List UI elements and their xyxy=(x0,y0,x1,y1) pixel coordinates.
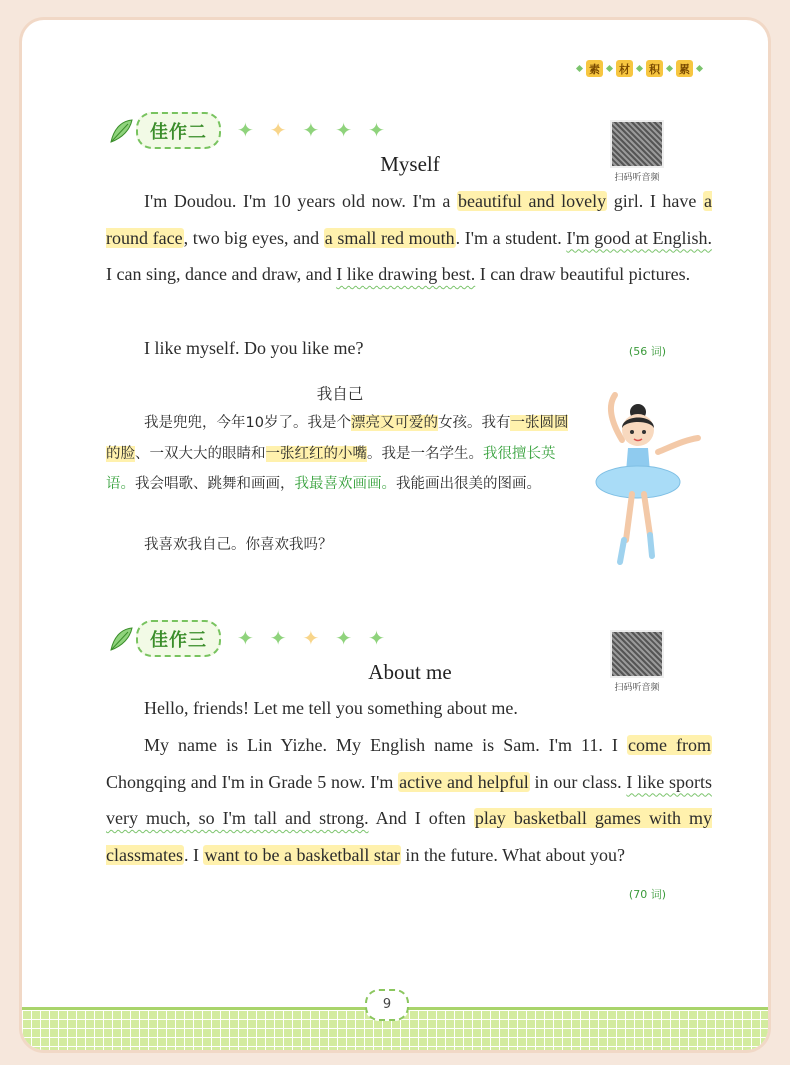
tag-char: 积 xyxy=(646,60,663,77)
essay-paragraph: Hello, friends! Let me tell you something about me. xyxy=(144,698,518,718)
section-badge: 佳作三 xyxy=(136,620,221,657)
sparkle-icon: ✦ xyxy=(368,627,385,650)
essay-paragraph: I like myself. Do you like me? xyxy=(144,338,364,358)
translation-paragraph: 我喜欢我自己。你喜欢我吗？ xyxy=(144,537,333,553)
leaf-icon xyxy=(108,626,134,652)
highlight-phrase: 漂亮又可爱的 xyxy=(350,415,438,431)
sparkle-icon: ✦ xyxy=(368,119,385,142)
sparkle-icon: ✦ xyxy=(335,119,353,142)
star-row xyxy=(237,629,385,649)
essay-paragraph: My name is Lin Yizhe. My English name is Sam. I'm 11. I come from Chongqing and I'm in Grade 5 now. I'm active and helpful in our class. I like sports very much, so I'm tall and strong. And I often play basketball games with my classmates. I want to be a basketball star in the future. What about you? xyxy=(106,735,713,865)
wavy-underline-sentence: I like sports very much, so I'm tall and strong. xyxy=(106,771,712,828)
sparkle-icon: ✦ xyxy=(237,627,254,650)
tag-char: 材 xyxy=(616,60,633,77)
highlight-phrase: 一张红红的小嘴 xyxy=(265,445,367,462)
sparkle-icon: ✦ xyxy=(237,119,254,142)
wavy-underline-sentence: I like drawing best. xyxy=(336,264,476,284)
qr-caption: 扫码听音频 xyxy=(614,173,660,183)
sparkle-icon: ✦ xyxy=(302,119,320,142)
section-tag xyxy=(577,60,702,77)
section-heading xyxy=(108,112,385,149)
highlight-phrase: want to be a basketball star xyxy=(204,844,400,865)
highlight-phrase: a small red mouth xyxy=(324,227,455,248)
sparkle-icon: ✦ xyxy=(269,627,287,650)
green-sentence: 我最喜欢画画。 xyxy=(294,476,396,492)
star-row xyxy=(237,121,385,141)
sparkle-icon: ✦ xyxy=(335,627,353,650)
green-sentence: 我很擅长英语。 xyxy=(106,445,556,492)
highlight-phrase: a round face xyxy=(106,191,713,248)
wavy-underline-sentence: I'm good at English. xyxy=(566,227,712,248)
word-count: (56 词) xyxy=(628,345,666,358)
essay-title: Myself xyxy=(380,152,440,176)
sparkle-icon: ✦ xyxy=(269,119,287,142)
diamond-icon xyxy=(636,65,643,72)
tag-char: 素 xyxy=(586,60,603,77)
translation-title: 我自己 xyxy=(316,385,364,403)
diamond-icon xyxy=(606,65,613,72)
translation-paragraph: 我是兜兜，今年10岁了。我是个漂亮又可爱的女孩。我有一张圆圆的脸、一双大大的眼睛和一张红红的小嘴。我是一名学生。我很擅长英语。我会唱歌、跳舞和画画，我最喜欢画画。我能画出很美的图画。 xyxy=(106,415,569,492)
section-badge: 佳作二 xyxy=(136,112,221,149)
highlight-phrase: beautiful and lovely xyxy=(457,191,607,211)
page-number: 9 xyxy=(365,989,409,1021)
essay-paragraph: I'm Doudou. I'm 10 years old now. I'm a beautiful and lovely girl. I have a round face, two big eyes, and a small red mouth. I'm a student. I'm good at English. I can sing, dance and draw, and I like drawing best. I can draw beautiful pictures. xyxy=(106,191,713,284)
book-page xyxy=(22,20,768,1050)
section-heading xyxy=(108,620,385,657)
leaf-icon xyxy=(108,118,134,144)
essay-title: About me xyxy=(368,660,452,684)
diamond-icon xyxy=(666,65,673,72)
diamond-icon xyxy=(696,65,703,72)
sparkle-icon: ✦ xyxy=(302,627,320,650)
tag-char: 累 xyxy=(676,60,693,77)
highlight-phrase: active and helpful xyxy=(399,771,529,792)
word-count: (70 词) xyxy=(628,888,666,901)
qr-caption: 扫码听音频 xyxy=(614,683,660,693)
highlight-phrase: 一张圆圆的脸 xyxy=(106,415,569,462)
diamond-icon xyxy=(576,65,583,72)
ballerina-illustration xyxy=(580,390,710,570)
highlight-phrase: come from xyxy=(627,735,711,755)
highlight-phrase: play basketball games with my classmates xyxy=(106,808,713,865)
